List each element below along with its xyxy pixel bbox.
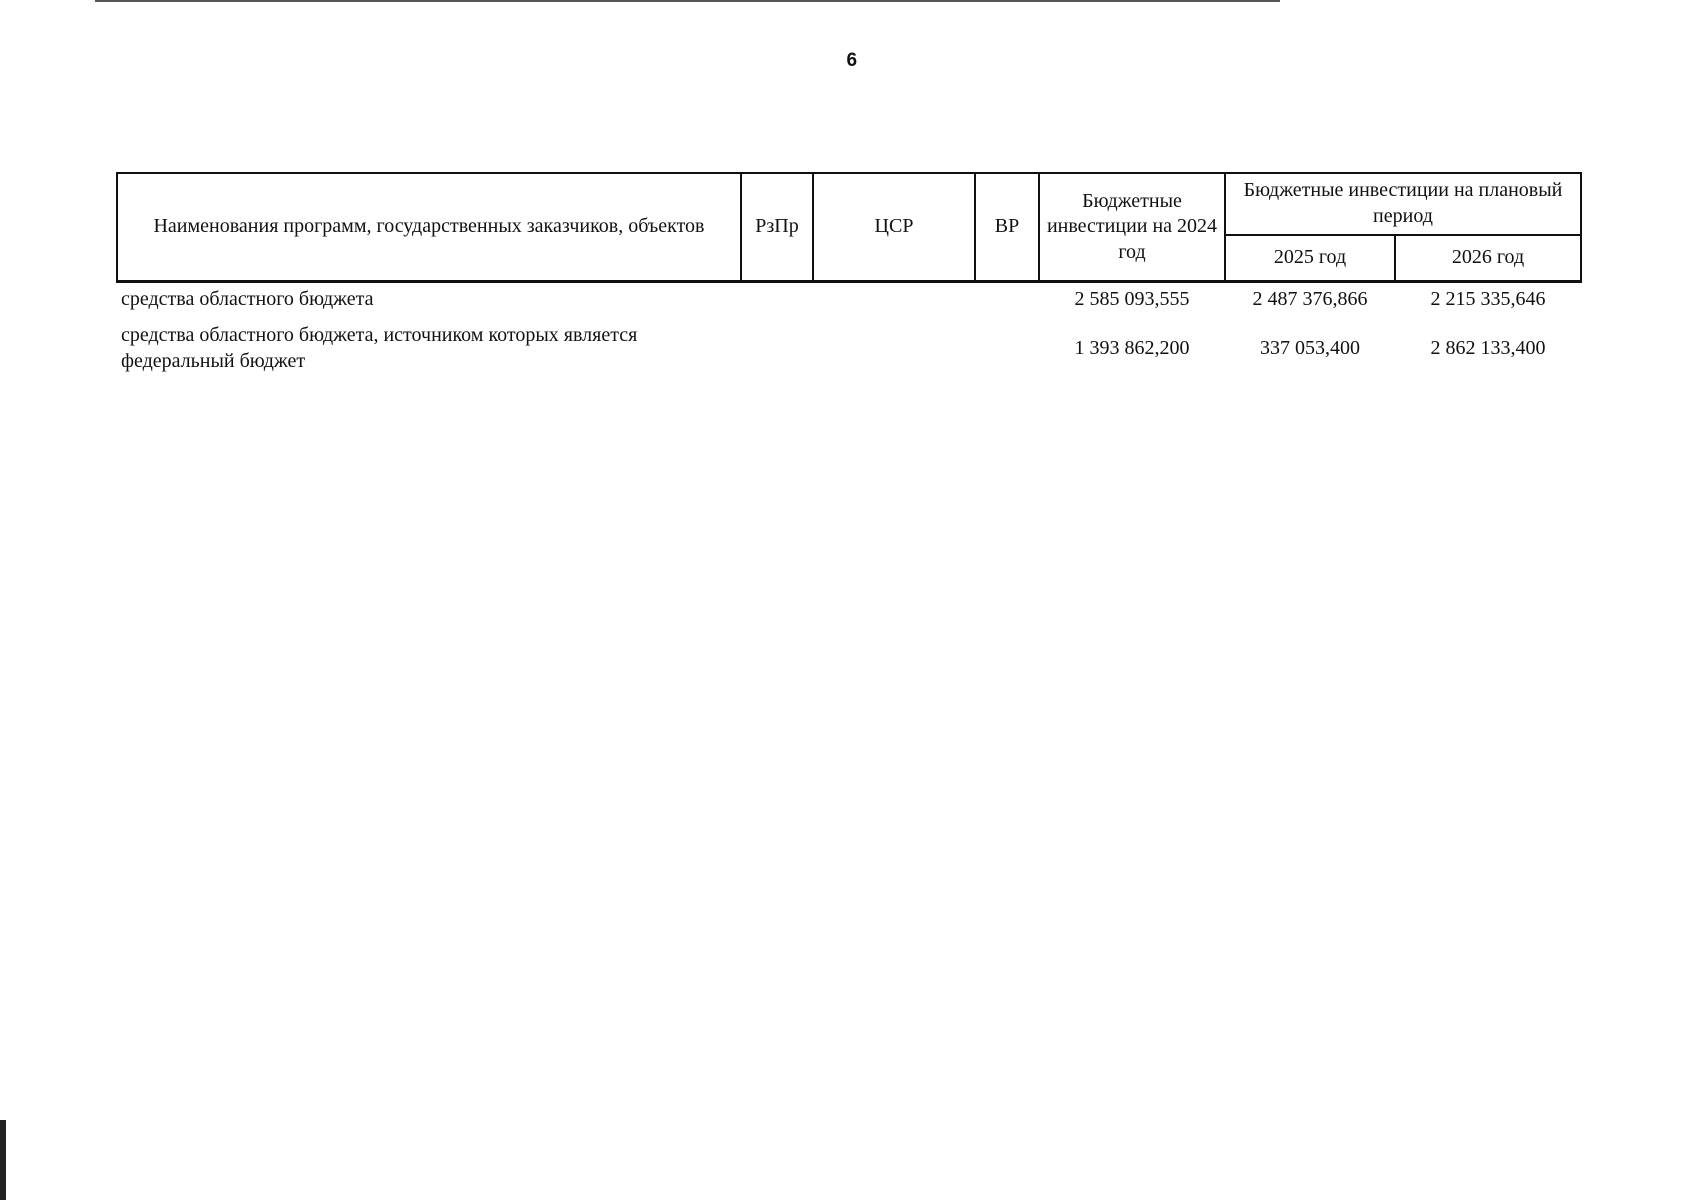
- budget-investment-table: [116, 172, 1582, 381]
- row-csr: [813, 282, 975, 318]
- row-rzpr: [741, 282, 813, 318]
- row-vr: [975, 282, 1039, 318]
- header-year-2026: 2026 год: [1395, 235, 1581, 282]
- header-investments-2024: Бюджетные инвестиции на 2024 год: [1039, 173, 1225, 282]
- scan-edge-mark: [0, 1120, 6, 1200]
- row-value-2025: 337 053,400: [1260, 337, 1360, 360]
- row-vr: [975, 317, 1039, 381]
- table-row: [117, 282, 1581, 318]
- table-body: [117, 282, 1581, 382]
- header-vr: ВР: [975, 173, 1039, 282]
- row-value-2026: 2 862 133,400: [1430, 337, 1546, 360]
- header-row-top: [117, 173, 1581, 235]
- row-label: средства областного бюджета: [121, 288, 374, 311]
- row-rzpr: [741, 317, 813, 381]
- table-header: [117, 173, 1581, 282]
- table-row: [117, 317, 1581, 381]
- top-scan-rule: [95, 0, 1280, 2]
- header-planned-period: Бюджетные инвестиции на плановый период: [1225, 173, 1581, 235]
- header-csr: ЦСР: [813, 173, 975, 282]
- header-rzpr: РзПр: [741, 173, 813, 282]
- row-value-2024: 2 585 093,555: [1074, 288, 1190, 311]
- row-value-2026: 2 215 335,646: [1430, 288, 1546, 311]
- row-value-2025: 2 487 376,866: [1252, 288, 1368, 311]
- row-csr: [813, 317, 975, 381]
- header-year-2025: 2025 год: [1225, 235, 1395, 282]
- row-value-2024: 1 393 862,200: [1074, 337, 1190, 360]
- row-label: средства областного бюджета, источником которых является федеральный бюджет: [121, 324, 638, 372]
- header-name: Наименования программ, государственных заказчиков, объектов: [117, 173, 741, 282]
- page-number: 6: [846, 50, 858, 71]
